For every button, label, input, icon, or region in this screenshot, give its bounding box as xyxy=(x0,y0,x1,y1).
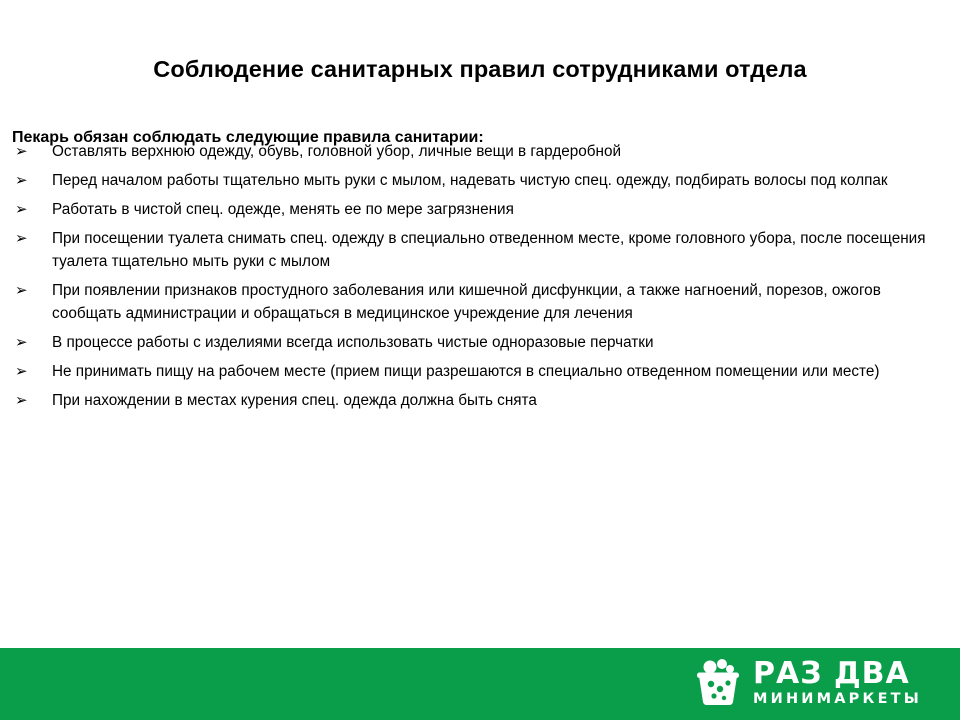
list-item-label: Работать в чистой спец. одежде, менять ее по мере загрязнения xyxy=(52,201,514,218)
list-item-label: При появлении признаков простудного заболевания или кишечной дисфункции, а также нагноений, порезов, ожогов сообщать администрации и обращаться в медицинское учреждение для лечения xyxy=(52,282,881,322)
list-item xyxy=(12,227,950,273)
list-item xyxy=(12,279,950,325)
brand-logo xyxy=(691,654,922,712)
basket-with-products-icon xyxy=(691,656,745,710)
list-item-label: В процессе работы с изделиями всегда использовать чистые одноразовые перчатки xyxy=(52,334,654,351)
list-item-label: Оставлять верхнюю одежду, обувь, головной убор, личные вещи в гардеробной xyxy=(52,143,622,160)
list-item xyxy=(12,331,950,354)
page-title: Соблюдение санитарных правил сотрудниками отдела xyxy=(153,55,807,82)
rules-list xyxy=(12,140,950,418)
brand-name: РАЗ ДВА xyxy=(753,656,910,692)
list-item xyxy=(12,389,950,412)
arrow-bullet-icon: ➢ xyxy=(15,142,28,160)
arrow-bullet-icon: ➢ xyxy=(15,281,28,299)
list-item xyxy=(12,198,950,221)
list-item-label: При посещении туалета снимать спец. одежду в специально отведенном месте, кроме головного убора, после посещения туалета тщательно мыть руки с мылом xyxy=(52,230,926,270)
arrow-bullet-icon: ➢ xyxy=(15,333,28,351)
arrow-bullet-icon: ➢ xyxy=(15,171,28,189)
arrow-bullet-icon: ➢ xyxy=(15,200,28,218)
list-item xyxy=(12,360,950,383)
list-item xyxy=(12,169,950,192)
list-item-label: Не принимать пищу на рабочем месте (прием пищи разрешаются в специально отведенном помещении или месте) xyxy=(52,363,880,380)
brand-tagline: МИНИМАРКЕТЫ xyxy=(753,691,922,708)
brand-logo-text xyxy=(753,656,922,708)
arrow-bullet-icon: ➢ xyxy=(15,391,28,409)
arrow-bullet-icon: ➢ xyxy=(15,229,28,247)
arrow-bullet-icon: ➢ xyxy=(15,362,28,380)
list-item-label: При нахождении в местах курения спец. одежда должна быть снята xyxy=(52,392,537,409)
list-item xyxy=(12,140,950,163)
footer-bar xyxy=(0,648,960,720)
list-item-label: Перед началом работы тщательно мыть руки с мылом, надевать чистую спец. одежду, подбирать волосы под колпак xyxy=(52,172,888,189)
intro-text: Пекарь обязан соблюдать следующие правила санитарии: xyxy=(12,129,484,146)
